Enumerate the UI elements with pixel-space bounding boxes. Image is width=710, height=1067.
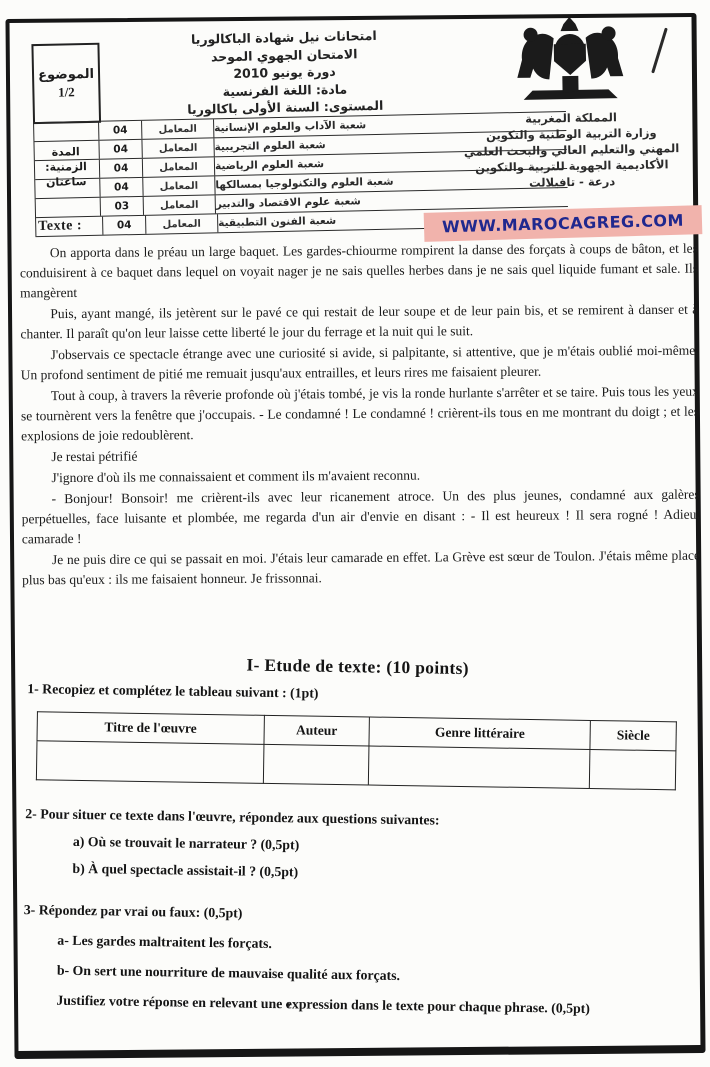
text-paragraph: Puis, ayant mangé, ils jetèrent sur le pavé ce qui restait de leur soupe et de leur pain bis, et se remirent à danser et à chanter. Il paraît qu'on leur laisse cette liberté le jour du ferrage et la nuit qui le suit.	[20, 301, 699, 342]
reading-text	[20, 239, 700, 592]
question-3: 3- Répondez par vrai ou faux: (0,5pt)	[23, 902, 243, 921]
coefficient-label: المعامل	[144, 195, 216, 215]
text-paragraph: J'observais ce spectacle étrange avec une curiosité si avide, si palpitante, si attentive, que je m'étais oublié moi-même. Un profond sentiment de pitié me remuait jusqu'aux entrailles, et leurs rires me faisaient pleurer.	[20, 342, 699, 383]
question-3b: b- On sert une nourriture de mauvaise qualité aux forçats.	[56, 962, 401, 984]
academy-line: الأكاديمية الجهوية للتربية والتكوين	[475, 157, 669, 175]
question-3a: a- Les gardes maltraitent les forçats.	[57, 932, 273, 951]
coefficient-label: المعامل	[146, 214, 218, 234]
column-header-titre: Titre de l'œuvre	[37, 712, 264, 745]
coefficient-label: المعامل	[142, 119, 214, 139]
watermark: WWW.MAROCAGREG.COM	[424, 205, 703, 242]
coefficient-value: 03	[100, 197, 144, 216]
exam-info	[136, 26, 433, 120]
text-paragraph: Je ne puis dire ce qui se passait en moi. J'étais leur camarade en effet. La Grève est sœur de Toulon. J'étais même placé plus bas qu'eux : ils me faisaient honneur. Je frissonnai.	[22, 547, 701, 588]
duration-box	[33, 121, 99, 212]
coefficient-value: 04	[98, 121, 142, 140]
column-header-genre: Genre littéraire	[369, 717, 591, 749]
question-3-block	[14, 902, 692, 1019]
questions-section	[14, 645, 696, 1019]
empty-cell	[590, 749, 676, 789]
stream-name: شعبة العلوم والتكنولوجيا بمسالكها	[215, 175, 394, 192]
moroccan-coat-of-arms-icon	[503, 15, 637, 109]
question-2a: a) Où se trouvait le narrateur ? (0,5pt)	[72, 833, 300, 853]
question-2-block	[16, 806, 693, 887]
section-title: I- Etude de texte: (10 points)	[246, 654, 470, 679]
ministry-line-1: وزارة التربية الوطنية والتكوين	[485, 125, 657, 143]
coefficient-value: 04	[99, 159, 143, 178]
ministry-text	[463, 108, 680, 192]
kingdom-line: المملكة المغربية	[525, 110, 617, 126]
stream-name: شعبة الآداب والعلوم الإنسانية	[214, 119, 367, 135]
ministry-line-2: المهني والتعليم العالي والبحث العلمي	[463, 141, 680, 159]
texte-label: Texte :	[38, 218, 83, 235]
coefficient-label: المعامل	[143, 176, 215, 196]
question-3-justify: Justifiez votre réponse en relevant une expression dans le texte pour chaque phrase. (0,5pt)	[56, 992, 591, 1016]
question-1: 1- Recopiez et complétez le tableau suivant : (1pt)	[27, 681, 319, 701]
stream-name: شعبة علوم الاقتصاد والتدبير	[215, 195, 361, 211]
coefficient-label: المعامل	[143, 157, 215, 177]
stream-name: شعبة الفنون التطبيقية	[218, 214, 337, 230]
stream-name: شعبة العلوم التجريبية	[214, 139, 326, 154]
empty-cell	[369, 746, 591, 788]
region-line: درعة - تافيلالت	[528, 174, 616, 190]
text-paragraph: On apporta dans le préau un large baquet. Les gardes-chiourme rompirent la danse des forçats à coups de bâton, et les conduisirent à ce baquet dans lequel on voyait nager je ne sais quelles herbes dans je ne sais quel liquide fumant et sale. Ils mangèrent	[19, 240, 699, 301]
stream-name: شعبة العلوم الرياضية	[214, 158, 325, 173]
coefficient-value: 04	[102, 216, 146, 235]
question-2b: b) À quel spectacle assistait-il ? (0,5pt)	[72, 860, 299, 880]
coefficient-value: 04	[98, 140, 142, 159]
column-header-siecle: Siècle	[590, 720, 676, 750]
subject-label: الموضوع	[38, 66, 95, 84]
subject-number-box	[31, 43, 101, 124]
text-paragraph: Tout à coup, à travers la rêverie profonde où j'étais tombé, je vis la ronde hurlante s'arrêter et se taire. Puis tous les yeux se tournèrent vers la fenêtre que j'occupais. - Le condamné ! Le condamné ! crièrent-ils tous en me montrant du doigt ; et les explosions de joie redoublèrent.	[20, 383, 700, 444]
duration-value: ساعتان	[45, 174, 87, 189]
exam-type: الامتحان الجهوي الموحد	[210, 45, 358, 64]
exam-level: المستوى: السنة الأولى باكالوريا	[187, 97, 384, 117]
subject-page-fraction: 1/2	[57, 84, 75, 100]
empty-cell	[263, 744, 369, 785]
question-2: 2- Pour situer ce texte dans l'œuvre, répondez aux questions suivantes:	[25, 806, 440, 828]
exam-subject: مادة: اللغة الفرنسية	[222, 81, 348, 99]
text-paragraph: J'ignore d'où ils me connaissaient et comment ils m'avaient reconnu.	[51, 467, 421, 486]
text-paragraph: Je restai pétrifié	[51, 448, 138, 465]
column-header-auteur: Auteur	[264, 715, 370, 746]
completion-table	[36, 711, 677, 790]
coefficient-value: 04	[99, 178, 143, 197]
empty-cell	[36, 741, 263, 784]
duration-label: المدة الزمنية:	[45, 144, 87, 174]
text-paragraph: - Bonjour! Bonsoir! me crièrent-ils avec leur ricanement atroce. Un des plus jeunes, condamné aux galères perpétuelles, face luisante et plombée, me regarda d'un air d'envie en disant : - Il est heureux ! Il sera rogné ! Adieu, camarade !	[21, 486, 700, 547]
exam-session: دورة يونيو 2010	[233, 63, 336, 81]
coefficient-label: المعامل	[142, 138, 214, 158]
ministry-block	[438, 14, 703, 219]
exam-title: امتحانات نيل شهادة الباكالوريا	[190, 27, 377, 47]
